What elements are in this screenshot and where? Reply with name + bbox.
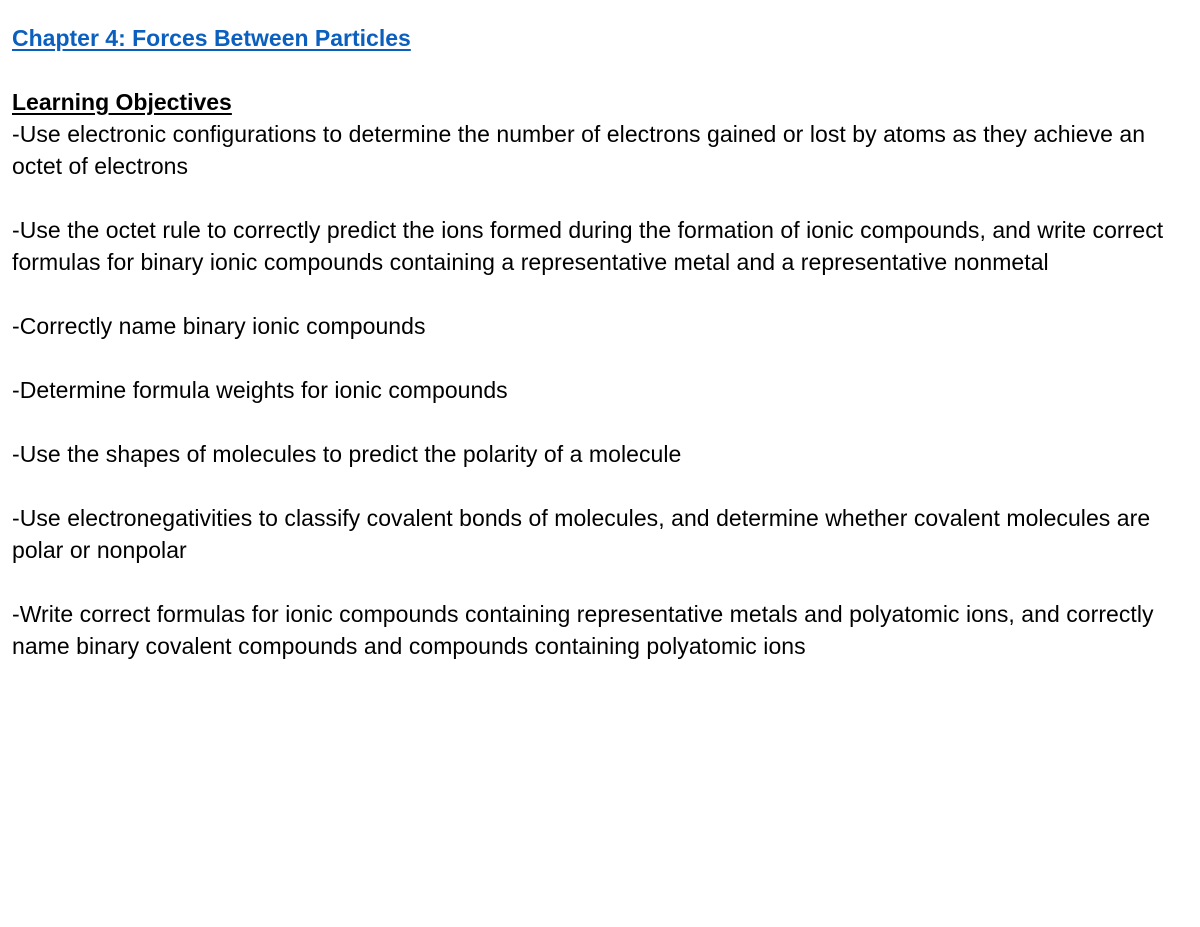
blank-line (12, 54, 1192, 86)
objective-item: -Determine formula weights for ionic compounds (12, 377, 508, 403)
document-page (12, 22, 1192, 694)
objective-item: -Correctly name binary ionic compounds (12, 313, 426, 339)
chapter-title-link[interactable]: Chapter 4: Forces Between Particles (12, 25, 411, 51)
objective-item: -Use electronic configurations to determine the number of electrons gained or lost by atoms as they achieve an octet of electrons (12, 121, 1146, 179)
objective-item: -Use the octet rule to correctly predict the ions formed during the formation of ionic compounds, and write correct formulas for binary ionic compounds containing a representative metal and a representative nonmetal (12, 217, 1164, 275)
objective-item: -Write correct formulas for ionic compounds containing representative metals and polyatomic ions, and correctly name binary covalent compounds and compounds containing polyatomic ions (12, 601, 1154, 659)
objectives-list (12, 118, 1192, 662)
objective-item: -Use the shapes of molecules to predict the polarity of a molecule (12, 441, 682, 467)
learning-objectives-heading: Learning Objectives (12, 89, 232, 115)
objective-item: -Use electronegativities to classify covalent bonds of molecules, and determine whether covalent molecules are polar or nonpolar (12, 505, 1151, 563)
